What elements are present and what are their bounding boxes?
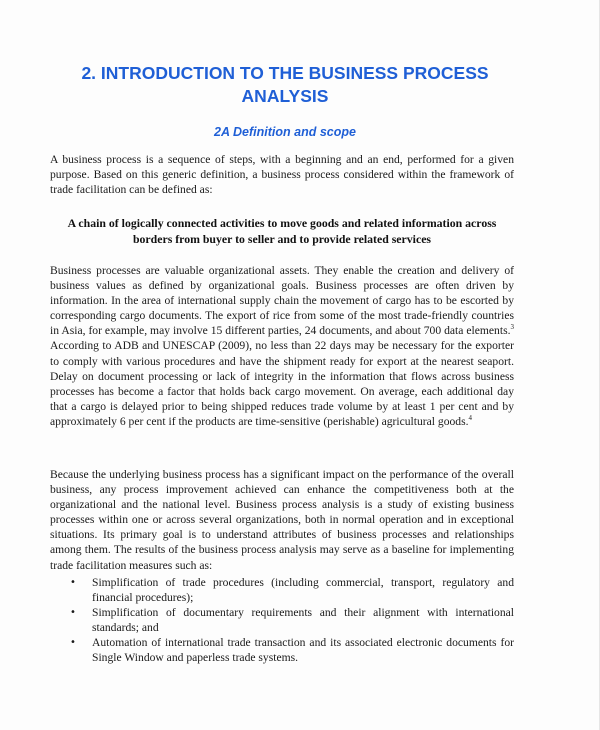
paragraph-2-text-a: Business processes are valuable organizational assets. They enable the creation and delivery of business values as defined by organizational goals. Business processes are often driven by information. In the area of international supply chain the movement of cargo has to be escorted by corresponding cargo documents. The export of rice from some of the most trade-friendly countries in Asia, for example, may involve 15 different parties, 24 documents, and about 700 data elements. xyxy=(50,264,514,338)
paragraph-business-processes xyxy=(50,263,514,429)
paragraph-process-analysis: Because the underlying business process has a significant impact on the performance of the overall business, any process improvement achieved can enhance the competitiveness both at the organizational and the national level. Business process analysis is a study of existing business processes within one or across several organizations, both in normal operation and in exceptional situations. Its primary goal is to understand attributes of business processes and relationships among them. The results of the business process analysis may serve as a baseline for implementing trade facilitation measures such as: xyxy=(50,468,514,572)
trade-facilitation-list xyxy=(50,575,514,666)
footnote-3-marker: 3 xyxy=(510,323,514,332)
list-item xyxy=(50,575,514,605)
list-item-text: Simplification of trade procedures (including commercial, transport, regulatory and financial procedures); xyxy=(92,576,514,605)
footnote-4-marker: 4 xyxy=(468,414,473,423)
list-item xyxy=(50,635,514,665)
paragraph-definition: A business process is a sequence of steps, with a beginning and an end, performed for a given purpose. Based on this generic definition, a business process considered within the framework of trade facilitation can be defined as: xyxy=(50,153,514,197)
paragraph-2-text-b: According to ADB and UNESCAP (2009), no less than 22 days may be necessary for the exporter to comply with various procedures and have the shipment ready for export at the nearest seaport. Delay on document processing or lack of integrity in the information that flows across business processes has become a factor that holds back cargo movement. On average, each additional day that a cargo is delayed prior to being shipped reduces trade volume by at least 1 per cent and by approximately 6 per cent if the products are time-sensitive (perishable) agricultural goods. xyxy=(50,339,514,428)
definition-quote: A chain of logically connected activities to move goods and related information across borders from buyer to seller and to provide related services xyxy=(67,216,497,246)
section-title: 2. INTRODUCTION TO THE BUSINESS PROCESS ANALYSIS xyxy=(81,63,489,106)
list-item xyxy=(50,605,514,635)
bullet-icon: • xyxy=(70,607,76,619)
bullet-icon: • xyxy=(70,637,76,649)
list-item-text: Simplification of documentary requirements and their alignment with international standards; and xyxy=(92,606,514,635)
subsection-title: 2A Definition and scope xyxy=(214,125,356,139)
list-item-text: Automation of international trade transaction and its associated electronic documents for Single Window and paperless trade systems. xyxy=(92,636,514,665)
bullet-icon: • xyxy=(70,577,76,588)
